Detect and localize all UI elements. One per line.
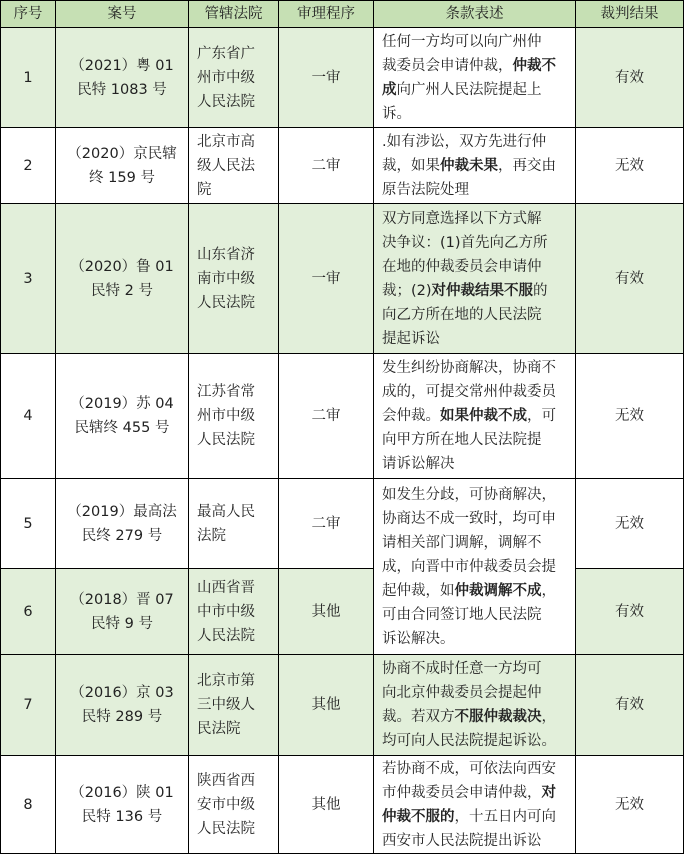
- row2-clause: .如有涉讼，双方先进行仲 裁，如果仲裁未果，再交由 原告法院处理: [374, 128, 576, 204]
- row2-no: 2: [0, 128, 56, 204]
- row1-procedure: 一审: [279, 28, 374, 128]
- row1-court: 广东省广 州市中级 人民法院: [189, 28, 279, 128]
- row7-court: 北京市第 三中级人 民法院: [189, 655, 279, 756]
- row5-case: （2019）最高法 民终 279 号: [56, 479, 189, 569]
- row1-clause: 任何一方均可以向广州仲 裁委员会申请仲裁，仲裁不 成向广州人民法院提起上 诉。: [374, 28, 576, 128]
- row5-result: 无效: [576, 479, 684, 569]
- row8-case: （2016）陕 01 民特 136 号: [56, 756, 189, 854]
- row1-case: （2021）粤 01 民特 1083 号: [56, 28, 189, 128]
- row4-procedure: 二审: [279, 354, 374, 479]
- row7-clause: 协商不成时任意一方均可 向北京仲裁委员会提起仲 裁。若双方不服仲裁裁决， 均可向人民法院提起诉讼。: [374, 655, 576, 756]
- row4-case: （2019）苏 04 民辖终 455 号: [56, 354, 189, 479]
- row8-no: 8: [0, 756, 56, 854]
- row6-case: （2018）晋 07 民特 9 号: [56, 569, 189, 655]
- header-clause: 条款表述: [374, 0, 576, 28]
- row2-court: 北京市高 级人民法 院: [189, 128, 279, 204]
- header-no: 序号: [0, 0, 56, 28]
- row5-no: 5: [0, 479, 56, 569]
- row6-procedure: 其他: [279, 569, 374, 655]
- row8-procedure: 其他: [279, 756, 374, 854]
- row3-no: 3: [0, 204, 56, 354]
- row7-case: （2016）京 03 民特 289 号: [56, 655, 189, 756]
- row7-procedure: 其他: [279, 655, 374, 756]
- row3-court: 山东省济 南市中级 人民法院: [189, 204, 279, 354]
- row3-case: （2020）鲁 01 民特 2 号: [56, 204, 189, 354]
- row4-clause: 发生纠纷协商解决，协商不 成的，可提交常州仲裁委员 会仲裁。如果仲裁不成，可 向甲方所在地人民法院提 请诉讼解决: [374, 354, 576, 479]
- row1-no: 1: [0, 28, 56, 128]
- row4-no: 4: [0, 354, 56, 479]
- row8-result: 无效: [576, 756, 684, 854]
- header-court: 管辖法院: [189, 0, 279, 28]
- row6-court: 山西省晋 中市中级 人民法院: [189, 569, 279, 655]
- header-case: 案号: [56, 0, 189, 28]
- row3-result: 有效: [576, 204, 684, 354]
- row4-court: 江苏省常 州市中级 人民法院: [189, 354, 279, 479]
- row8-court: 陕西省西 安市中级 人民法院: [189, 756, 279, 854]
- row2-case: （2020）京民辖 终 159 号: [56, 128, 189, 204]
- row3-clause: 双方同意选择以下方式解 决争议：(1)首先向乙方所 在地的仲裁委员会申请仲 裁；(2)对仲裁结果不服的 向乙方所在地的人民法院 提起诉讼: [374, 204, 576, 354]
- row3-procedure: 一审: [279, 204, 374, 354]
- header-result: 裁判结果: [576, 0, 684, 28]
- row6-no: 6: [0, 569, 56, 655]
- row6-result: 有效: [576, 569, 684, 655]
- row2-procedure: 二审: [279, 128, 374, 204]
- row2-result: 无效: [576, 128, 684, 204]
- row5-6-clause: 如发生分歧，可协商解决， 协商达不成一致时，均可申 请相关部门调解，调解不 成，向晋中市仲裁委员会提 起仲裁，如仲裁调解不成， 可由合同签订地人民法院 诉讼解决。: [374, 479, 576, 655]
- row5-court: 最高人民 法院: [189, 479, 279, 569]
- row4-result: 无效: [576, 354, 684, 479]
- row8-clause: 若协商不成，可依法向西安 市仲裁委员会申请仲裁，对 仲裁不服的，十五日内可向 西安市人民法院提出诉讼: [374, 756, 576, 854]
- row1-result: 有效: [576, 28, 684, 128]
- row7-result: 有效: [576, 655, 684, 756]
- header-procedure: 审理程序: [279, 0, 374, 28]
- row7-no: 7: [0, 655, 56, 756]
- row5-procedure: 二审: [279, 479, 374, 569]
